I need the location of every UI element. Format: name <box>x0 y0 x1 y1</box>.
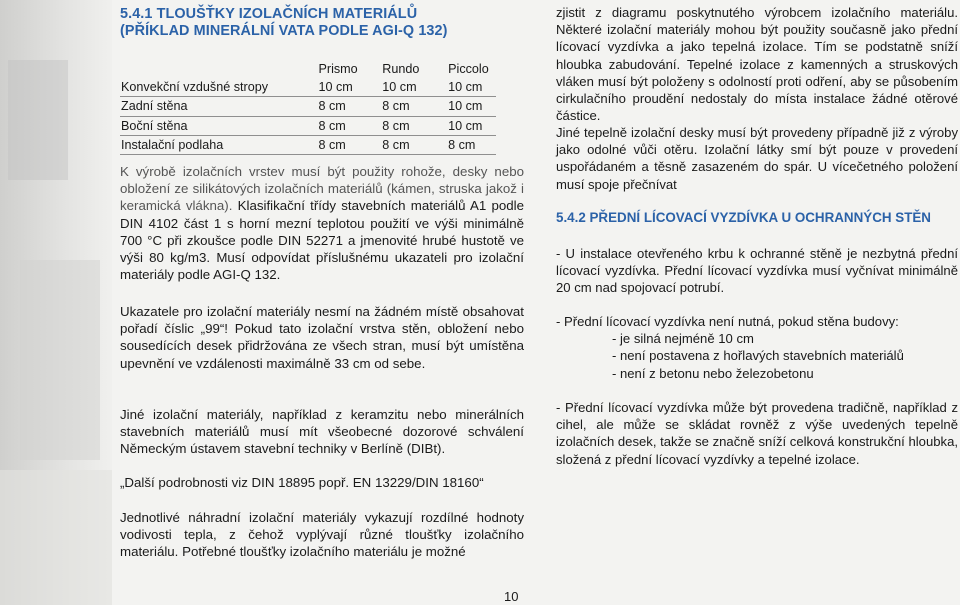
paragraph-front-lining-not-needed: - Přední lícovací vyzdívka není nutná, pokud stěna budovy: <box>556 314 899 329</box>
table-row <box>120 78 496 97</box>
section-heading-line2: (PŘÍKLAD MINERÁLNÍ VATA PODLE AGI-Q 132) <box>120 23 448 39</box>
table-cell: 8 cm <box>318 99 346 114</box>
table-cell: 10 cm <box>448 99 483 114</box>
paragraph-other-materials: Jiné izolační materiály, například z keramzitu nebo minerálních stavebních materiálů musí mít všeobecné dozorové schválení Německým ústavem stavební techniky v Berlíně (DIBt). <box>120 407 524 457</box>
paragraph-front-lining-required: - U instalace otevřeného krbu k ochranné stěně je nezbytná přední lícovací vyzdívka. Přední lícovací vyzdívka musí vyčnívat minimálně 20 cm nad spojovací potrubí. <box>556 246 958 296</box>
list-item: - není postavena z hořlavých stavebních materiálů <box>612 348 904 364</box>
table-cell: 8 cm <box>318 118 346 133</box>
table-cell: 10 cm <box>382 80 417 95</box>
table-cell: Instalační podlaha <box>121 137 224 152</box>
background-photo-detail <box>8 60 68 180</box>
table-cell: 8 cm <box>382 118 410 133</box>
paragraph-din-reference: „Další podrobnosti viz DIN 18895 popř. EN 13229/DIN 18160“ <box>120 475 484 490</box>
table-header-cell <box>120 60 318 78</box>
background-photo-detail <box>0 470 112 605</box>
page-number: 10 <box>504 589 519 604</box>
table-cell: 8 cm <box>448 137 476 152</box>
table-header-cell: Rundo <box>382 62 420 76</box>
table-header-row <box>120 60 496 78</box>
condition-list <box>612 330 958 382</box>
paragraph-classification: Klasifikační třídy stavebních materiálů A1 podle DIN 4102 část 1 s horní mezní teplotou použití ve výši minimálně 700 °C při zkoušce podle DIN 52271 a jmenovité hrubé hustotě ve výši 80 kg/m3. Musí odpovídat příslušnému ukazateli pro izolační materiály podle AGI-Q 132. <box>120 198 524 283</box>
insulation-thickness-table <box>120 60 496 155</box>
paragraph-traditional-lining: - Přední lícovací vyzdívka může být provedena tradičně, například z cihel, ale může se skládat rovněž z výše uvedených tepelně izolačních desek, takže se značně sníží celková konstrukční hloubka, složená z přední lícovací vyzdívky a tepelné izolace. <box>556 400 958 467</box>
section-heading-5-4-2: 5.4.2 PŘEDNÍ LÍCOVACÍ VYZDÍVKA U OCHRANNÝCH STĚN <box>556 210 931 225</box>
paragraph-conductivity: Jednotlivé náhradní izolační materiály vykazují rozdílné hodnoty vodivosti tepla, z čehož vyplývají různé tloušťky izolačního materiálu. Potřebné tloušťky izolačního materiálu je možné <box>120 510 524 560</box>
table-cell: 10 cm <box>448 118 483 133</box>
list-item: - je silná nejméně 10 cm <box>612 331 754 346</box>
table-row <box>120 117 496 136</box>
background-photo-detail <box>20 260 100 460</box>
table-header-cell: Piccolo <box>448 62 489 76</box>
table-cell: 10 cm <box>318 80 353 95</box>
table-cell: Boční stěna <box>121 118 188 133</box>
table-cell: 8 cm <box>382 99 410 114</box>
section-heading-line1: 5.4.1 TLOUŠŤKY IZOLAČNÍCH MATERIÁLŮ <box>120 6 418 22</box>
table-cell: 8 cm <box>318 137 346 152</box>
paragraph-indicators: Ukazatele pro izolační materiály nesmí na žádném místě obsahovat pořadí číslic „99“! Pokud tato izolační vrstva stěn, obložení nebo sousedících desek přidržována ze všech stran, musí být umístěna upevnění ve vzdálenosti maximálně 33 cm od sebe. <box>120 304 524 371</box>
table-cell: Zadní stěna <box>121 99 188 114</box>
table-cell: 8 cm <box>382 137 410 152</box>
paragraph-abrasion: Jiné tepelně izolační desky musí být provedeny případně již z výroby jako odolné vůči otěru. Izolační látky smí být pouze v provedení uspořádaném a těsně zasazeném do spár. U vícečetného položení musí spoje přečnívat <box>556 125 958 192</box>
table-row <box>120 136 496 155</box>
table-row <box>120 97 496 116</box>
table-header-cell: Prismo <box>318 62 358 76</box>
table-cell: Konvekční vzdušné stropy <box>121 80 269 95</box>
list-item: - není z betonu nebo železobetonu <box>612 365 814 381</box>
section-heading <box>120 6 448 40</box>
paragraph-insulation-materials <box>120 163 524 283</box>
paragraph-intro-gray: K výrobě izolačních vrstev musí být použity rohože, desky nebo obložení ze silikátových izolačních materiálů (kámen, struska jakož i keramická vlákna). <box>120 164 524 214</box>
paragraph-diagram-info: zjistit z diagramu poskytnutého výrobcem izolačního materiálu. Některé izolační materiály mohou být použity současně jako přední lícovací vyzdívka a jako tepelná izolace. Tím se podstatně sníží hloubka zabudování. Tepelné izolace z kamenných a struskových vláken musí být položeny s odolností proti odření, aby se působením cirkulačního proudění nedostaly do místa instalace žádné otěrové částice. <box>556 5 958 124</box>
table-cell: 10 cm <box>448 80 483 95</box>
